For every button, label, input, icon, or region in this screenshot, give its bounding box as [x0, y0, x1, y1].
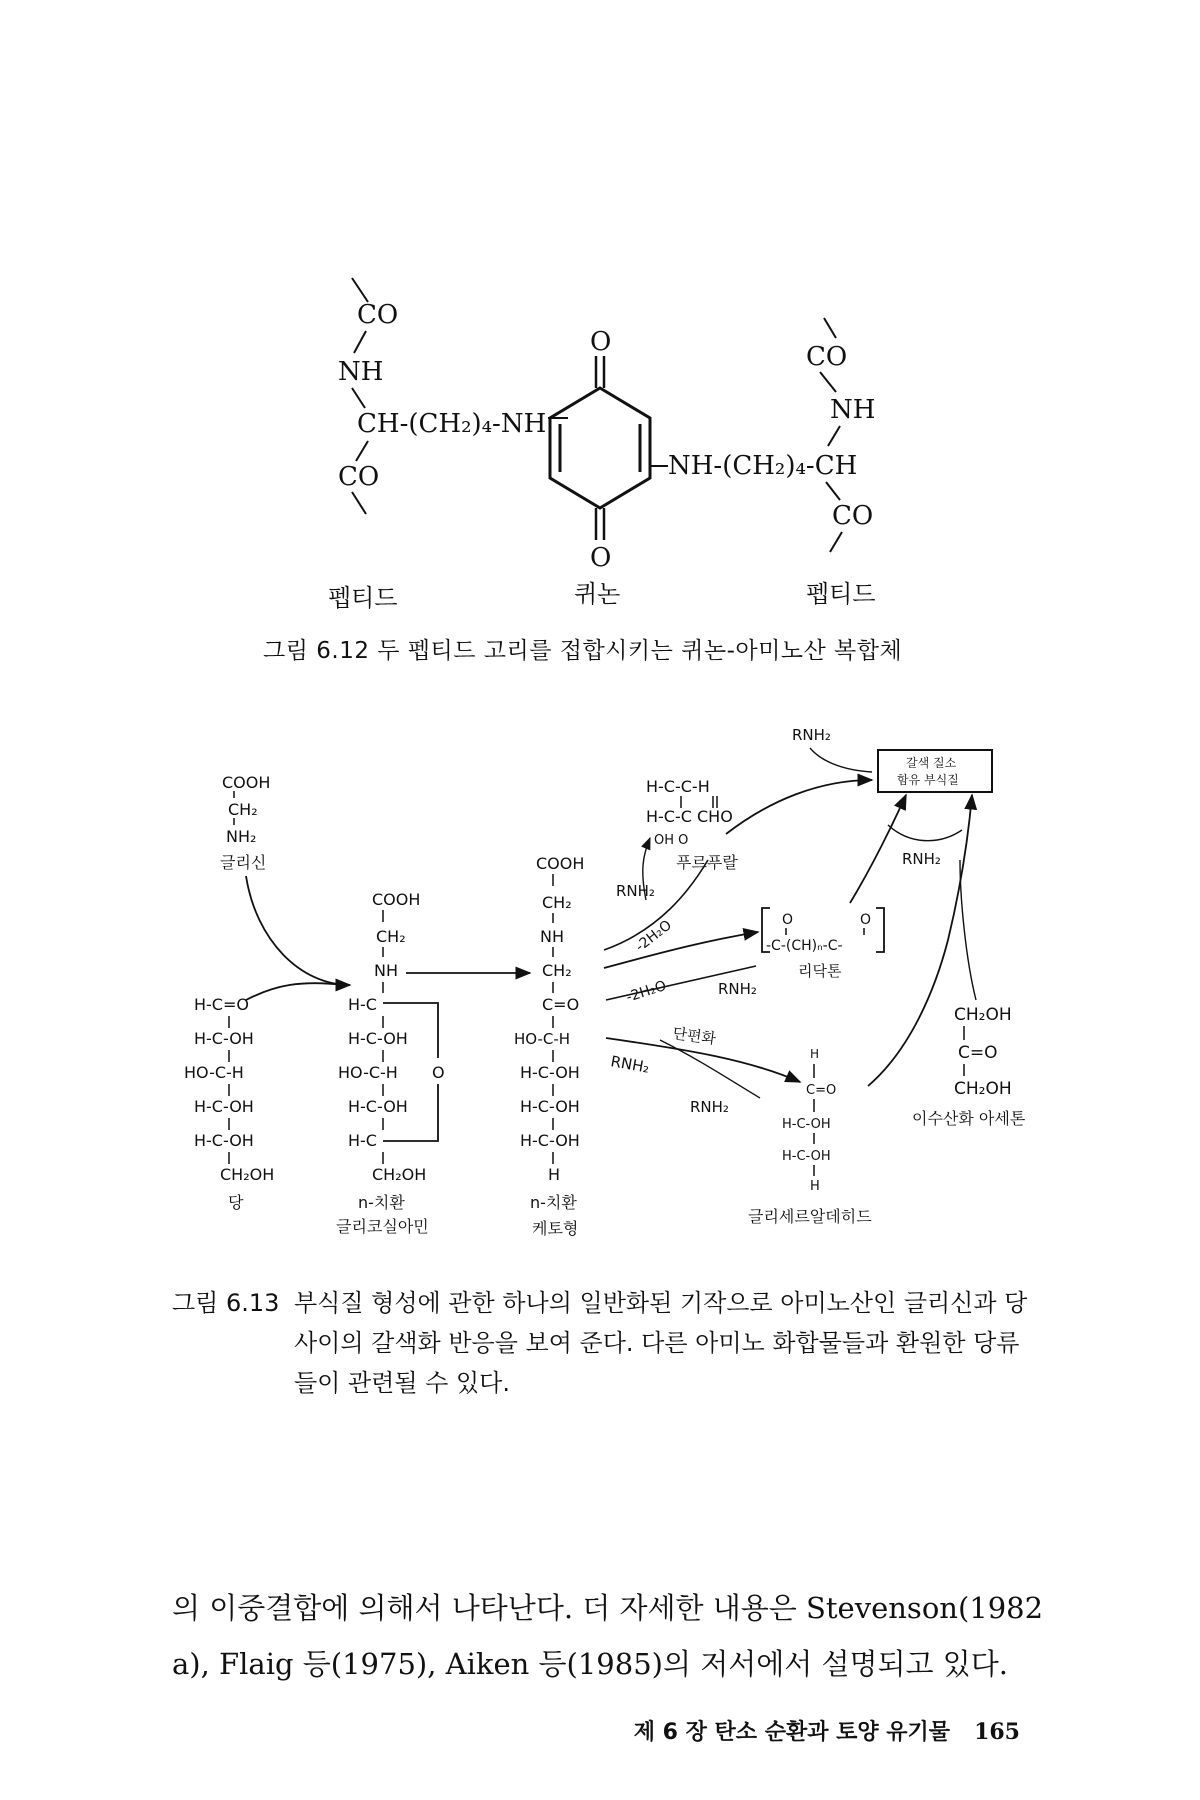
body-paragraph: 의 이중결합에 의해서 나타난다. 더 자세한 내용은 Stevenson(1982 a), Flaig 등(1975), Aiken 등(1985)의 저서에서 설명되고 있다.	[172, 1591, 1044, 1681]
glycosylamine-line: H-C-OH	[348, 1097, 408, 1116]
furfural-line: H-C-C CHO	[646, 807, 733, 826]
pigment-line1: 갈색 질소	[906, 756, 957, 770]
right-co-bottom: CO	[832, 501, 874, 531]
glycosylamine-line: H-C	[348, 1131, 377, 1150]
sugar-line: H-C-OH	[194, 1097, 254, 1116]
left-peptide-chain	[338, 278, 546, 514]
ring-oxygen: O	[432, 1063, 445, 1082]
figure-6-13-caption-text: 부식질 형성에 관한 하나의 일반화된 기작으로 아미노산인 글리신과 당 사이의 갈색화 반응을 보여 준다. 다른 아미노 화합물들과 환원한 당류들이 관련될 수 있다.	[294, 1289, 1028, 1397]
label-rnh2-mid3: RNH₂	[609, 1052, 651, 1077]
dha-line: CH₂OH	[954, 1005, 1012, 1025]
reductone-name: 리닥톤	[798, 962, 842, 980]
left-co-top: CO	[357, 300, 399, 330]
glycine-name: 글리신	[220, 853, 267, 872]
label-rnh2-right: RNH₂	[902, 850, 941, 868]
dha-line: C=O	[958, 1043, 998, 1063]
sugar-line: H-C-OH	[194, 1131, 254, 1150]
right-peptide-chain	[806, 318, 875, 552]
glyceraldehyde-line: H-C-OH	[782, 1149, 831, 1164]
label-rnh2-top: RNH₂	[792, 726, 831, 744]
keto-line: COOH	[536, 854, 585, 873]
glycosylamine-line: NH	[374, 961, 398, 980]
label-minus-2h2o-1: -2H₂O	[632, 917, 675, 956]
glyceraldehyde-line: H	[810, 1179, 820, 1194]
glyceraldehyde-line: C=O	[806, 1083, 837, 1098]
label-rnh2-low: RNH₂	[690, 1098, 729, 1116]
glycine-line: CH₂	[228, 800, 258, 819]
glycosylamine-line: HO-C-H	[338, 1063, 398, 1082]
keto-line: H-C-OH	[520, 1063, 580, 1082]
reductone-formula: -C-(CH)ₙ-C-	[766, 938, 843, 954]
glycosylamine-line: CH₂	[376, 927, 406, 946]
figure-6-13-caption	[172, 1283, 1052, 1403]
left-co-bottom: CO	[338, 462, 380, 492]
glycosylamine	[336, 890, 445, 1236]
dihydroxyacetone	[912, 1005, 1026, 1128]
keto-line: CH₂	[542, 893, 572, 912]
keto-line: CH₂	[542, 961, 572, 980]
glycine-line: NH₂	[226, 827, 257, 846]
glycosylamine-name-1: n-치환	[358, 1193, 405, 1212]
dha-line: CH₂OH	[954, 1079, 1012, 1099]
keto-form	[514, 854, 584, 1238]
dha-name: 이수산화 아세톤	[912, 1109, 1026, 1128]
glycosylamine-line: H-C	[348, 995, 377, 1014]
quinone-o-bottom: O	[590, 543, 612, 573]
sugar-line: H-C-OH	[194, 1029, 254, 1048]
reductone-o-left: O	[782, 912, 794, 928]
footer-chapter: 제 6 장 탄소 순환과 토양 유기물	[633, 1720, 951, 1745]
label-quinone: 퀴논	[574, 580, 621, 608]
glyceraldehyde-line: H-C-OH	[782, 1117, 831, 1132]
reductone-o-right: O	[860, 912, 872, 928]
glycosylamine-line: CH₂OH	[372, 1165, 427, 1184]
label-rnh2-mid2: RNH₂	[718, 980, 757, 998]
right-nh-chain: NH-(CH₂)₄-CH	[668, 451, 858, 481]
label-peptide-right: 펩티드	[806, 580, 876, 608]
figure-6-13	[184, 726, 1026, 1238]
label-fragmentation: 단편화	[671, 1024, 718, 1049]
humic-pigment-box	[878, 750, 992, 792]
furfural	[646, 777, 738, 872]
sugar	[184, 995, 274, 1212]
reductone	[762, 908, 884, 980]
glycine-line: COOH	[222, 773, 271, 792]
figure-6-12	[328, 278, 876, 612]
glyceraldehyde-line: H	[810, 1047, 820, 1061]
label-rnh2-mid1: RNH₂	[616, 882, 655, 900]
figure-6-12-caption: 그림 6.12 두 펩티드 고리를 접합시키는 퀴논-아미노산 복합체	[263, 638, 903, 664]
glycine	[220, 773, 270, 872]
keto-name-1: n-치환	[530, 1193, 577, 1212]
keto-line: H-C-OH	[520, 1097, 580, 1116]
left-nh: NH	[338, 357, 384, 387]
right-nh: NH	[830, 395, 876, 425]
glycosylamine-line: COOH	[372, 890, 421, 909]
running-footer	[590, 1715, 1020, 1746]
keto-name-2: 케토형	[532, 1219, 579, 1238]
left-ch-chain: CH-(CH₂)₄-NH	[357, 409, 547, 439]
furfural-name: 푸르푸랄	[676, 853, 738, 872]
sugar-line: H-C=O	[194, 995, 249, 1014]
furfural-line: OH O	[654, 833, 689, 848]
glycosylamine-line: H-C-OH	[348, 1029, 408, 1048]
label-peptide-left: 펩티드	[328, 584, 398, 612]
pigment-line2: 함유 부식질	[897, 773, 959, 787]
keto-line: HO-C-H	[514, 1030, 571, 1048]
quinone-o-top: O	[590, 327, 612, 357]
glyceraldehyde	[748, 1047, 872, 1226]
keto-line: C=O	[542, 995, 580, 1014]
keto-line: NH	[540, 927, 564, 946]
sugar-line: HO-C-H	[184, 1063, 244, 1082]
glyceraldehyde-name: 글리세르알데히드	[748, 1207, 872, 1226]
keto-line: H	[548, 1165, 561, 1184]
sugar-name: 당	[228, 1193, 244, 1212]
glycosylamine-name-2: 글리코실아민	[336, 1217, 429, 1236]
sugar-line: CH₂OH	[220, 1165, 275, 1184]
furfural-line: H-C-C-H	[646, 777, 710, 796]
page-number: 165	[974, 1719, 1020, 1745]
figure-6-13-caption-number: 그림 6.13	[172, 1289, 280, 1317]
keto-line: H-C-OH	[520, 1131, 580, 1150]
label-minus-2h2o-2: -2H₂O	[624, 977, 669, 1006]
right-co-top: CO	[806, 342, 848, 372]
